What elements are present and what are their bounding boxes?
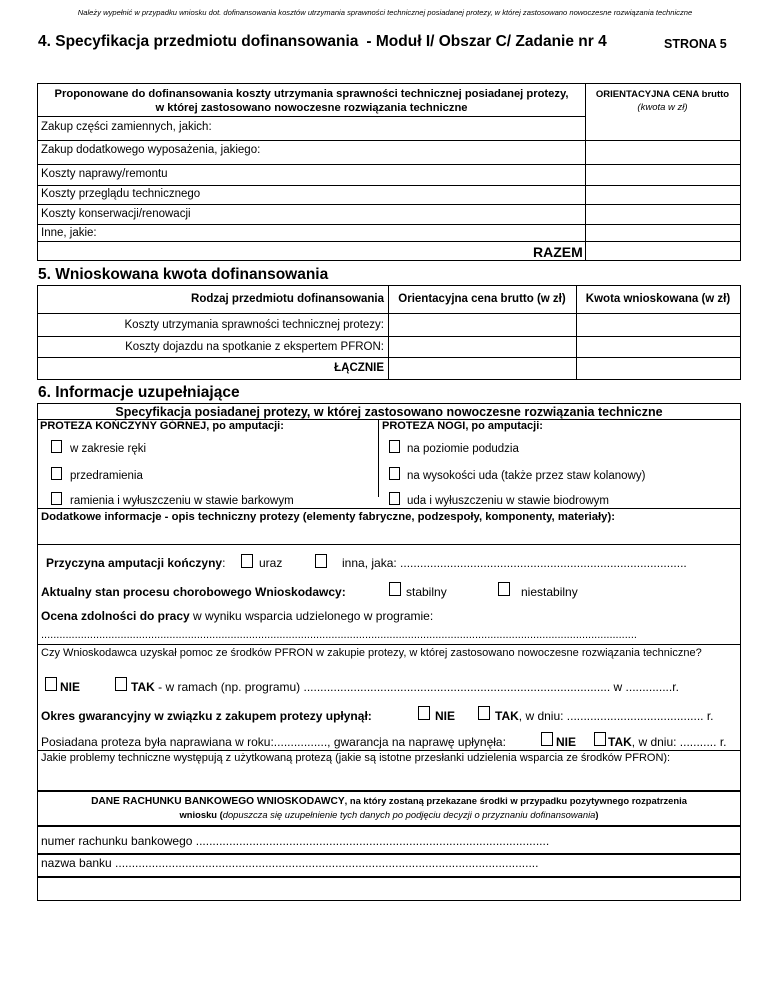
section-4-title-main: 4. Specyfikacja przedmiotu dofinansowania: [38, 33, 359, 50]
work-capacity-label-rest: w wyniku wsparcia udzielonego w programie:: [189, 609, 434, 623]
repair-yes-rest: , w dniu: ........... r.: [631, 735, 727, 749]
warranty-yes-label: TAK: [495, 709, 519, 723]
lower-hip-label: uda i wyłuszczeniu w stawie biodrowym: [407, 495, 609, 507]
cause-label: Przyczyna amputacji kończyny: [46, 556, 223, 570]
bank-subtitle: [38, 809, 740, 820]
upper-arm-checkbox[interactable]: [51, 492, 62, 505]
warranty-yes-field[interactable]: [495, 709, 714, 723]
lower-thigh-checkbox[interactable]: [389, 467, 400, 480]
repair-yes-field[interactable]: [608, 735, 726, 749]
cause-injury-label: uraz: [259, 556, 283, 570]
cause-injury-checkbox[interactable]: [241, 554, 253, 568]
repair-yes-label: TAK: [608, 735, 632, 749]
amount-col-price: Orientacyjna cena brutto (w zł): [398, 293, 566, 305]
warranty-no-checkbox[interactable]: [418, 706, 430, 720]
state-stable-label: stabilny: [406, 585, 447, 599]
page-number: STRONA 5: [664, 37, 727, 51]
state-stable-checkbox[interactable]: [389, 582, 401, 596]
info-panel: [37, 403, 741, 901]
cost-table-header: [38, 87, 585, 115]
pfron-yes-label: TAK: [131, 680, 155, 694]
cost-table-header-line2: w której zastosowano nowoczesne rozwiązania techniczne: [155, 102, 468, 114]
amount-row-travel: Koszty dojazdu na spotkanie z ekspertem PFRON:: [125, 341, 384, 353]
section-5-title: 5. Wnioskowana kwota dofinansowania: [38, 266, 329, 283]
pfron-yes-checkbox[interactable]: [115, 677, 127, 691]
cost-row-maintenance: Koszty konserwacji/renowacji: [41, 208, 191, 220]
bank-subtitle-bold: wniosku (: [179, 809, 223, 820]
cause-other-checkbox[interactable]: [315, 554, 327, 568]
price-header: [585, 88, 740, 114]
lower-hip-checkbox[interactable]: [389, 492, 400, 505]
section-4-title: [38, 33, 607, 51]
pfron-yes-field[interactable]: [131, 680, 679, 694]
cost-row-equipment: Zakup dodatkowego wyposażenia, jakiego:: [41, 144, 261, 156]
price-header-unit: (kwota w zł): [637, 102, 688, 113]
cause-colon: :: [222, 556, 226, 570]
bank-name-field[interactable]: nazwa banku ...............................................................................................................................: [41, 856, 539, 870]
spec-title: Specyfikacja posiadanej protezy, w której zastosowano nowoczesne rozwiązania techniczne: [115, 405, 663, 419]
warranty-no-label: NIE: [435, 709, 456, 723]
problems-label: Jakie problemy techniczne występują z użytkowaną protezą (jakie są istotne przesłanki udzielenia wsparcia ze środków PFRON):: [41, 752, 671, 764]
bank-subtitle-end: ): [595, 809, 599, 820]
cost-row-repair: Koszty naprawy/remontu: [41, 168, 168, 180]
work-capacity-field[interactable]: ...................................................................................................................................................................................................: [41, 629, 637, 641]
repair-no-label: NIE: [556, 735, 577, 749]
upper-hand-label: w zakresie ręki: [70, 443, 147, 455]
amount-table: [37, 285, 741, 380]
bank-subtitle-italic: dopuszcza się uzupełnienie tych danych po podjęciu decyzji o przyznaniu dofinansowania: [222, 809, 596, 820]
pfron-question: Czy Wnioskodawca uzyskał pomoc ze środków PFRON w zakupie protezy, w której zastosowano nowoczesne rozwiązania techniczne?: [41, 647, 702, 659]
repair-yes-checkbox[interactable]: [594, 732, 606, 746]
cost-total-label: RAZEM: [533, 244, 583, 260]
cost-row-inspection: Koszty przeglądu technicznego: [41, 188, 201, 200]
bank-title: [38, 795, 740, 807]
warranty-yes-rest: , w dniu: ......................................... r.: [518, 709, 714, 723]
work-capacity-label-bold: Ocena zdolności do pracy: [41, 609, 190, 623]
cost-table: [37, 83, 741, 261]
cost-row-other: Inne, jakie:: [41, 227, 97, 239]
repair-year-field[interactable]: Posiadana proteza była naprawiana w roku:................, gwarancja na naprawę upłynęła:: [41, 735, 506, 749]
cause-other-field[interactable]: inna, jaka: ......................................................................................: [342, 556, 687, 570]
upper-arm-label: ramienia i wyłuszczeniu w stawie barkowym: [70, 495, 294, 507]
state-unstable-checkbox[interactable]: [498, 582, 510, 596]
price-header-label: ORIENTACYJNA CENA brutto: [595, 89, 730, 100]
warranty-label: Okres gwarancyjny w związku z zakupem protezy upłynął:: [41, 709, 372, 723]
lower-limb-title: PROTEZA NOGI, po amputacji:: [382, 420, 543, 432]
pfron-no-label: NIE: [60, 680, 81, 694]
additional-info-label: Dodatkowe informacje - opis techniczny protezy (elementy fabryczne, podzespoły, komponenty, materiały):: [41, 511, 615, 523]
lower-shin-checkbox[interactable]: [389, 440, 400, 453]
upper-forearm-label: przedramienia: [70, 470, 143, 482]
upper-forearm-checkbox[interactable]: [51, 467, 62, 480]
upper-hand-checkbox[interactable]: [51, 440, 62, 453]
bank-title-bold: DANE RACHUNKU BANKOWEGO WNIOSKODAWCY: [91, 796, 345, 807]
pfron-no-checkbox[interactable]: [45, 677, 57, 691]
cost-row-spare-parts: Zakup części zamiennych, jakich:: [41, 121, 212, 133]
section-4-title-module: - Moduł I/ Obszar C/ Zadanie nr 4: [366, 33, 607, 50]
account-number-field[interactable]: numer rachunku bankowego ..........................................................................................................: [41, 834, 550, 848]
bank-title-rest: , na który zostaną przekazane środki w przypadku pozytywnego rozpatrzenia: [344, 795, 687, 806]
header-note: Należy wypełnić w przypadku wniosku dot. dofinansowania kosztów utrzymania sprawności technicznej posiadanej protezy, w której zastosowano nowoczesne rozwiązania techniczne: [77, 8, 693, 17]
section-6-title: 6. Informacje uzupełniające: [38, 384, 240, 401]
lower-shin-label: na poziomie podudzia: [407, 443, 519, 455]
amount-total-label: ŁĄCZNIE: [334, 362, 384, 374]
amount-col-requested: Kwota wnioskowana (w zł): [585, 293, 731, 305]
amount-col-type: Rodzaj przedmiotu dofinansowania: [191, 293, 384, 305]
pfron-yes-rest: - w ramach (np. programu) ............................................................................................ w ..............r.: [154, 680, 679, 694]
cause-line: [46, 556, 225, 570]
upper-limb-title: PROTEZA KOŃCZYNY GÓRNEJ, po amputacji:: [40, 420, 284, 432]
state-unstable-label: niestabilny: [521, 585, 578, 599]
cost-table-header-line1: Proponowane do dofinansowania koszty utrzymania sprawności technicznej posiadanej protezy,: [54, 88, 569, 100]
disease-state-label: Aktualny stan procesu chorobowego Wnioskodawcy:: [41, 585, 346, 599]
work-capacity-label: [41, 609, 433, 623]
warranty-yes-checkbox[interactable]: [478, 706, 490, 720]
amount-row-prosthesis: Koszty utrzymania sprawności technicznej protezy:: [124, 319, 384, 331]
lower-thigh-label: na wysokości uda (także przez staw kolanowy): [407, 470, 646, 482]
repair-no-checkbox[interactable]: [541, 732, 553, 746]
